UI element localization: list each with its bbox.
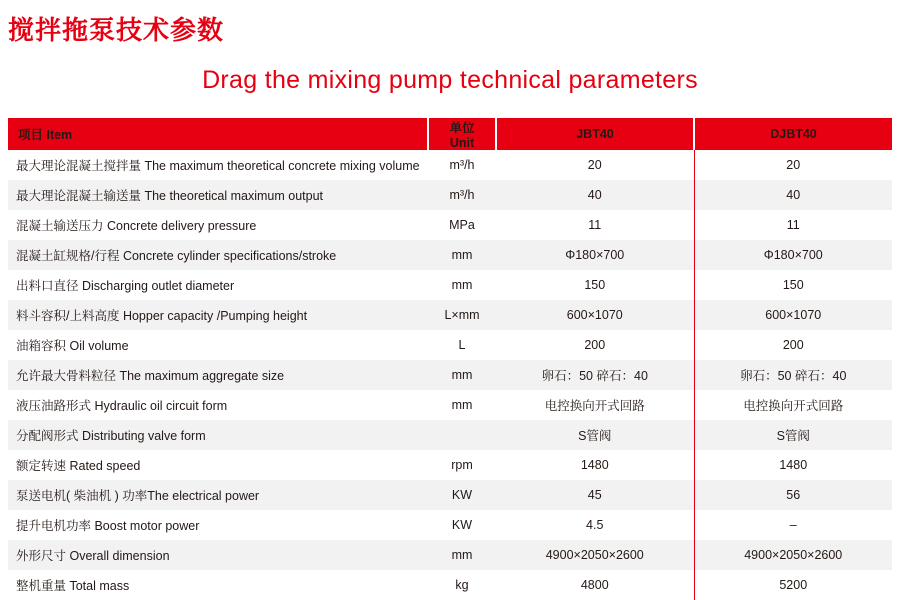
cell-djbt40: 56 [786,488,801,502]
specifications-table [8,118,892,600]
table-body [8,150,892,600]
table-row [8,510,892,540]
cell-item: 料斗容积/上料高度 Hopper capacity /Pumping height [16,309,308,323]
cell-item: 最大理论混凝土搅拌量 The maximum theoretical concrete mixing volume [16,159,420,173]
cell-djbt40: Φ180×700 [763,248,823,262]
cell-unit: KW [451,488,473,502]
cell-item: 分配阀形式 Distributing valve form [16,429,206,443]
cell-jbt40: 电控换向开式回路 [496,390,694,420]
cell-unit [428,420,496,450]
cell-jbt40: 4800 [496,570,694,600]
cell-jbt40: 200 [496,330,694,360]
table-row [8,180,892,210]
cell-item: 泵送电机( 柴油机 ) 功率The electrical power [16,489,260,503]
cell-djbt40: 4900×2050×2600 [744,548,843,562]
column-header-unit: 单位 Unit [428,118,496,150]
cell-unit: rpm [451,458,473,472]
table-row [8,390,892,420]
table-row [8,420,892,450]
table-row [8,300,892,330]
table-header-row [8,118,892,150]
cell-item: 混凝土缸规格/行程 Concrete cylinder specifications/stroke [16,249,337,263]
table-row [8,360,892,390]
cell-jbt40: 1480 [496,450,694,480]
table-row [8,150,892,180]
cell-jbt40: 600×1070 [496,300,694,330]
cell-jbt40: 4.5 [496,510,694,540]
column-header-item: 项目 Item [18,128,73,142]
cell-item: 整机重量 Total mass [16,579,130,593]
table-row [8,480,892,510]
cell-unit: mm [451,398,473,412]
cell-item: 外形尺寸 Overall dimension [16,549,170,563]
cell-unit: KW [451,518,473,532]
page-title-en: Drag the mixing pump technical parameters [202,66,698,94]
cell-item: 混凝土输送压力 Concrete delivery pressure [16,219,257,233]
table-row [8,240,892,270]
cell-unit: m³/h [449,158,475,172]
table-header [8,118,892,150]
cell-djbt40: 600×1070 [765,308,822,322]
table-row [8,330,892,360]
cell-djbt40: 1480 [779,458,808,472]
cell-jbt40: S管阀 [496,420,694,450]
cell-djbt40: S管阀 [776,429,810,443]
cell-djbt40: 40 [786,188,801,202]
cell-item: 最大理论混凝土输送量 The theoretical maximum output [16,189,324,203]
cell-jbt40: 11 [496,210,694,240]
cell-item: 允许最大骨料粒径 The maximum aggregate size [16,369,285,383]
cell-djbt40: 150 [782,278,804,292]
table-row [8,270,892,300]
cell-unit: mm [451,368,473,382]
cell-item: 提升电机功率 Boost motor power [16,519,200,533]
cell-unit: mm [451,548,473,562]
column-header-djbt40: DJBT40 [770,127,817,141]
table-row [8,570,892,600]
cell-jbt40: 45 [496,480,694,510]
column-header-jbt40: JBT40 [496,118,694,150]
cell-djbt40: 卵石：50 碎石：40 [740,369,847,383]
page-title-cn: 搅拌拖泵技术参数 [8,15,225,45]
cell-jbt40: 150 [496,270,694,300]
cell-unit: mm [451,278,473,292]
cell-unit: mm [451,248,473,262]
cell-jbt40: 20 [496,150,694,180]
cell-item: 额定转速 Rated speed [16,459,141,473]
cell-djbt40: 5200 [779,578,808,592]
cell-unit: kg [455,578,469,592]
cell-unit: MPa [449,218,475,232]
cell-djbt40: 11 [786,218,800,232]
cell-item: 液压油路形式 Hydraulic oil circuit form [16,399,228,413]
table-row [8,450,892,480]
cell-djbt40: 200 [782,338,804,352]
table-row [8,210,892,240]
cell-jbt40: Φ180×700 [496,240,694,270]
cell-unit: L×mm [444,308,480,322]
cell-djbt40: – [789,518,797,532]
cell-item: 油箱容积 Oil volume [16,339,129,353]
cell-jbt40: 4900×2050×2600 [496,540,694,570]
cell-jbt40: 40 [496,180,694,210]
cell-djbt40: 20 [786,158,801,172]
cell-djbt40: 电控换向开式回路 [743,399,844,413]
cell-unit: L [458,338,466,352]
cell-unit: m³/h [449,188,475,202]
table-row [8,540,892,570]
cell-jbt40: 卵石：50 碎石：40 [496,360,694,390]
cell-item: 出料口直径 Discharging outlet diameter [16,279,235,293]
